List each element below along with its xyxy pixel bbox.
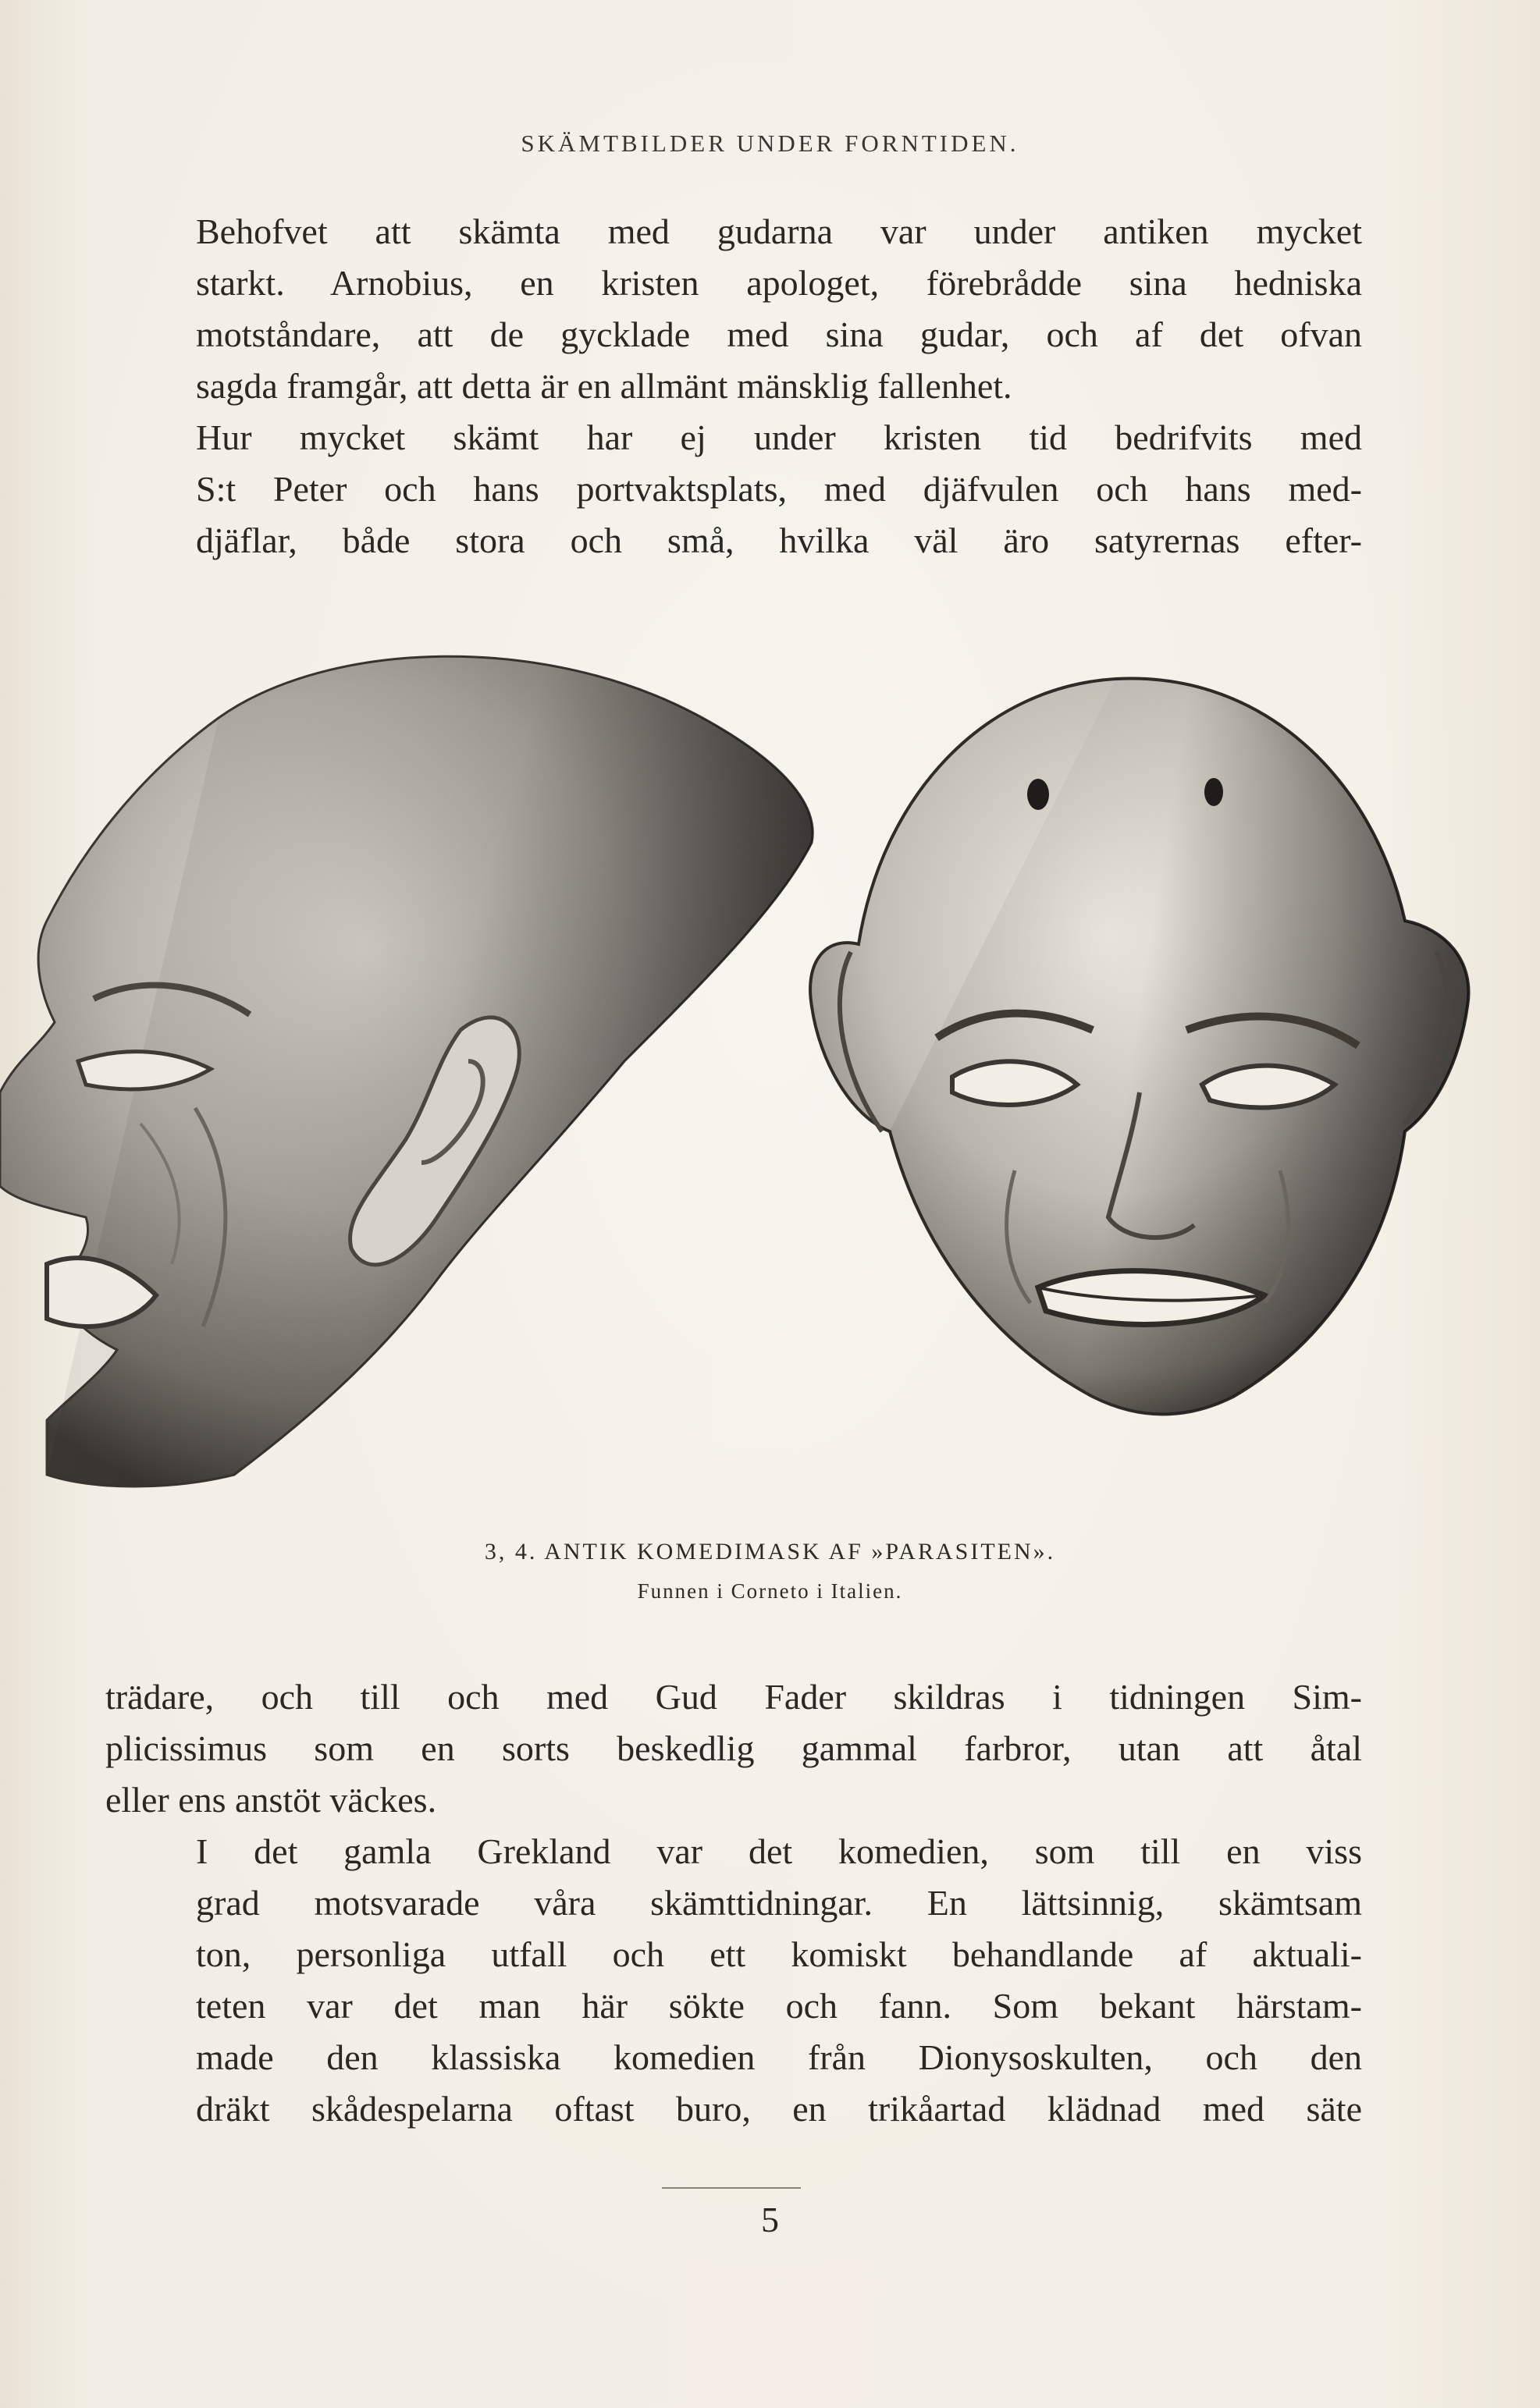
text-line: I det gamla Grekland var det komedien, som till en viss (196, 1831, 1362, 1871)
text-line: trädare, och till och med Gud Fader skildras i tidningen Sim- (105, 1677, 1362, 1717)
mask-front-view (810, 678, 1468, 1414)
text-line: grad motsvarade våra skämttidningar. En lättsinnig, skämtsam (196, 1883, 1362, 1923)
folio-rule (662, 2187, 801, 2189)
text-block-bottom (105, 1671, 1362, 2135)
text-line: ton, personliga utfall och ett komiskt behandlande af aktuali- (196, 1934, 1362, 1974)
running-head: SKÄMTBILDER UNDER FORNTIDEN. (521, 130, 1019, 157)
comedy-mask-illustration (0, 624, 1540, 1545)
text-block-top (105, 206, 1362, 566)
figure-subcaption: Funnen i Corneto i Italien. (637, 1579, 903, 1603)
text-line: eller ens anstöt väckes. (105, 1780, 437, 1820)
text-line: dräkt skådespelarna oftast buro, en trikåartad klädnad med säte (196, 2089, 1362, 2129)
text-line: S:t Peter och hans portvaktsplats, med djäfvulen och hans med- (196, 469, 1362, 509)
page-number: 5 (761, 2200, 779, 2239)
paragraph-1 (105, 206, 1362, 412)
text-line: sagda framgår, att detta är en allmänt mänsklig fallenhet. (196, 366, 1012, 406)
text-line: djäflar, både stora och små, hvilka väl äro satyrernas efter- (196, 520, 1362, 560)
text-line: Hur mycket skämt har ej under kristen tid bedrifvits med (196, 417, 1362, 457)
text-line: made den klassiska komedien från Dionysoskulten, och den (196, 2037, 1362, 2077)
mask-profile-view (0, 656, 813, 1486)
text-line: starkt. Arnobius, en kristen apologet, förebrådde sina hedniska (196, 263, 1362, 303)
text-line: teten var det man här sökte och fann. Som bekant härstam- (196, 1986, 1362, 2026)
paragraph-2 (105, 412, 1362, 566)
paragraph-3 (105, 1671, 1362, 1826)
text-line: plicissimus som en sorts beskedlig gammal farbror, utan att åtal (105, 1728, 1362, 1768)
text-line: motståndare, att de gycklade med sina gudar, och af det ofvan (196, 314, 1362, 354)
paragraph-4 (105, 1826, 1362, 2135)
figure-caption: 3, 4. ANTIK KOMEDIMASK AF »PARASITEN». (484, 1539, 1056, 1564)
text-line: Behofvet att skämta med gudarna var under antiken mycket (196, 211, 1362, 251)
